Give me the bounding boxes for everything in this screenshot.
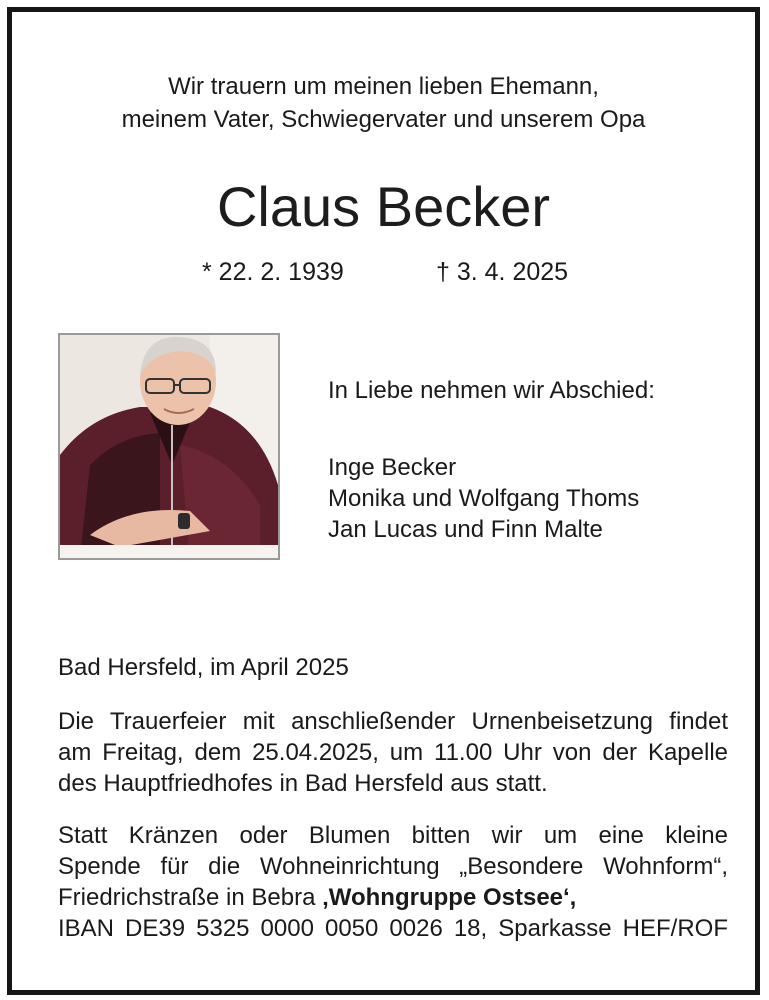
birth-date: * 22. 2. 1939 <box>202 258 344 286</box>
intro-text <box>12 70 755 136</box>
place-date: Bad Hersfeld, im April 2025 <box>58 654 349 681</box>
intro-line-2: meinem Vater, Schwiegervater und unserem Opa <box>121 106 646 133</box>
family-member: Inge Becker <box>328 454 457 481</box>
donation-line-2: Spende für die Wohneinrichtung „Besondere Wohnform“, <box>58 853 728 880</box>
family-member: Monika und Wolfgang Thoms <box>328 485 640 512</box>
obituary-frame <box>7 7 760 995</box>
donation-line-3 <box>58 882 728 913</box>
portrait-photo <box>58 333 280 560</box>
portrait-illustration <box>60 335 278 558</box>
ceremony-line-2: am Freitag, dem 25.04.2025, um 11.00 Uhr von der Kapelle <box>58 739 728 766</box>
family-members <box>328 452 639 545</box>
donation-text <box>58 820 728 944</box>
donation-group-name: ‚Wohngruppe Ostsee‘, <box>322 884 577 911</box>
death-date: † 3. 4. 2025 <box>436 258 569 286</box>
donation-line-1: Statt Kränzen oder Blumen bitten wir um eine kleine <box>58 822 728 849</box>
ceremony-line-3: des Hauptfriedhofes in Bad Hersfeld aus statt. <box>58 770 548 797</box>
ceremony-line-1: Die Trauerfeier mit anschließender Urnenbeisetzung findet <box>58 708 728 735</box>
farewell-text: In Liebe nehmen wir Abschied: <box>328 377 655 404</box>
donation-address: Friedrichstraße in Bebra <box>58 884 323 911</box>
family-member: Jan Lucas und Finn Malte <box>328 516 603 543</box>
ceremony-text <box>58 706 728 799</box>
intro-line-1: Wir trauern um meinen lieben Ehemann, <box>168 73 599 100</box>
deceased-name: Claus Becker <box>216 175 551 238</box>
donation-iban: IBAN DE39 5325 0000 0050 0026 18, Sparkasse HEF/ROF <box>58 915 728 942</box>
